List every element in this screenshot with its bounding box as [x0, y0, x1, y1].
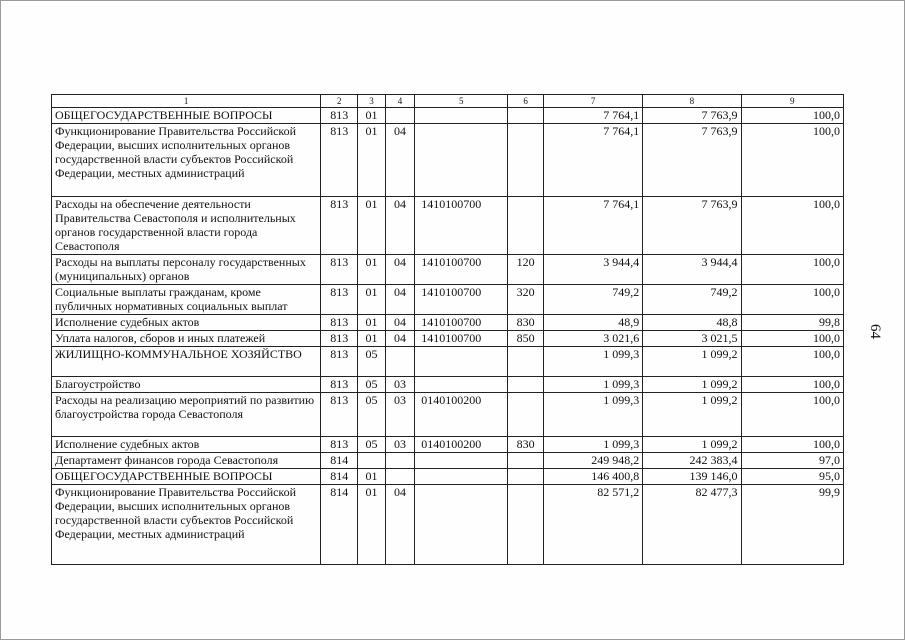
- code-subsection-cell: 04: [385, 197, 415, 255]
- code-expense-type-cell: [508, 108, 544, 124]
- code-subsection-cell: 04: [385, 124, 415, 197]
- header-cell: 8: [643, 95, 741, 108]
- header-cell: 2: [321, 95, 358, 108]
- actual-amount-cell: 1 099,2: [643, 347, 741, 377]
- code-article-cell: 1410100700: [415, 331, 508, 347]
- actual-amount-cell: 3 944,4: [643, 255, 741, 285]
- code-expense-type-cell: [508, 197, 544, 255]
- row-name-cell: ОБЩЕГОСУДАРСТВЕННЫЕ ВОПРОСЫ: [52, 469, 321, 485]
- table-row: [52, 437, 844, 453]
- percent-cell: 100,0: [741, 108, 844, 124]
- planned-amount-cell: 82 571,2: [544, 485, 643, 565]
- actual-amount-cell: 7 763,9: [643, 108, 741, 124]
- planned-amount-cell: 3 944,4: [544, 255, 643, 285]
- code-section-cell: 01: [358, 469, 385, 485]
- code-article-cell: [415, 469, 508, 485]
- actual-amount-cell: 1 099,2: [643, 437, 741, 453]
- code-subsection-cell: [385, 108, 415, 124]
- actual-amount-cell: 139 146,0: [643, 469, 741, 485]
- code-chapter-cell: 813: [321, 315, 358, 331]
- actual-amount-cell: 3 021,5: [643, 331, 741, 347]
- code-article-cell: [415, 347, 508, 377]
- percent-cell: 100,0: [741, 285, 844, 315]
- percent-cell: 97,0: [741, 453, 844, 469]
- planned-amount-cell: 1 099,3: [544, 347, 643, 377]
- planned-amount-cell: 249 948,2: [544, 453, 643, 469]
- code-chapter-cell: 813: [321, 255, 358, 285]
- table-row: [52, 285, 844, 315]
- code-chapter-cell: 813: [321, 347, 358, 377]
- actual-amount-cell: 7 763,9: [643, 124, 741, 197]
- code-expense-type-cell: 320: [508, 285, 544, 315]
- header-cell: 5: [415, 95, 508, 108]
- code-expense-type-cell: [508, 469, 544, 485]
- code-section-cell: 01: [358, 331, 385, 347]
- code-section-cell: 01: [358, 197, 385, 255]
- code-article-cell: 1410100700: [415, 197, 508, 255]
- code-expense-type-cell: 120: [508, 255, 544, 285]
- percent-cell: 100,0: [741, 255, 844, 285]
- code-chapter-cell: 813: [321, 393, 358, 437]
- code-chapter-cell: 813: [321, 377, 358, 393]
- table-row: [52, 453, 844, 469]
- actual-amount-cell: 82 477,3: [643, 485, 741, 565]
- code-section-cell: 05: [358, 393, 385, 437]
- code-chapter-cell: 814: [321, 485, 358, 565]
- code-chapter-cell: 813: [321, 108, 358, 124]
- row-name-cell: ЖИЛИЩНО-КОММУНАЛЬНОЕ ХОЗЯЙСТВО: [52, 347, 321, 377]
- planned-amount-cell: 7 764,1: [544, 108, 643, 124]
- header-cell: 4: [385, 95, 415, 108]
- code-subsection-cell: 03: [385, 437, 415, 453]
- code-chapter-cell: 813: [321, 124, 358, 197]
- code-chapter-cell: 813: [321, 197, 358, 255]
- actual-amount-cell: 242 383,4: [643, 453, 741, 469]
- code-expense-type-cell: [508, 347, 544, 377]
- planned-amount-cell: 1 099,3: [544, 437, 643, 453]
- code-expense-type-cell: [508, 377, 544, 393]
- code-article-cell: [415, 485, 508, 565]
- percent-cell: 99,9: [741, 485, 844, 565]
- row-name-cell: Уплата налогов, сборов и иных платежей: [52, 331, 321, 347]
- actual-amount-cell: 749,2: [643, 285, 741, 315]
- code-subsection-cell: 04: [385, 485, 415, 565]
- code-section-cell: 05: [358, 437, 385, 453]
- table-row: [52, 124, 844, 197]
- code-chapter-cell: 813: [321, 331, 358, 347]
- code-article-cell: [415, 108, 508, 124]
- header-cell: 3: [358, 95, 385, 108]
- code-expense-type-cell: [508, 485, 544, 565]
- code-subsection-cell: 04: [385, 255, 415, 285]
- row-name-cell: Социальные выплаты гражданам, кроме публичных нормативных социальных выплат: [52, 285, 321, 315]
- code-article-cell: [415, 377, 508, 393]
- planned-amount-cell: 146 400,8: [544, 469, 643, 485]
- code-article-cell: 1410100700: [415, 285, 508, 315]
- code-section-cell: [358, 453, 385, 469]
- planned-amount-cell: 48,9: [544, 315, 643, 331]
- row-name-cell: Расходы на реализацию мероприятий по развитию благоустройства города Севастополя: [52, 393, 321, 437]
- percent-cell: 100,0: [741, 124, 844, 197]
- header-cell: 6: [508, 95, 544, 108]
- code-expense-type-cell: 830: [508, 315, 544, 331]
- code-subsection-cell: [385, 469, 415, 485]
- code-subsection-cell: 04: [385, 331, 415, 347]
- code-subsection-cell: 04: [385, 315, 415, 331]
- table-row: [52, 469, 844, 485]
- header-cell: 1: [52, 95, 321, 108]
- row-name-cell: Департамент финансов города Севастополя: [52, 453, 321, 469]
- code-section-cell: 01: [358, 485, 385, 565]
- code-subsection-cell: [385, 347, 415, 377]
- table-row: [52, 347, 844, 377]
- table-row: [52, 377, 844, 393]
- code-article-cell: 0140100200: [415, 393, 508, 437]
- table-row: [52, 393, 844, 437]
- percent-cell: 100,0: [741, 377, 844, 393]
- row-name-cell: Функционирование Правительства Российской Федерации, высших исполнительных органов государственной власти субъектов Российской Федерации, местных администраций: [52, 485, 321, 565]
- code-chapter-cell: 813: [321, 285, 358, 315]
- code-section-cell: 01: [358, 315, 385, 331]
- percent-cell: 100,0: [741, 393, 844, 437]
- code-expense-type-cell: [508, 453, 544, 469]
- row-name-cell: Функционирование Правительства Российской Федерации, высших исполнительных органов государственной власти субъектов Российской Федерации, местных администраций: [52, 124, 321, 197]
- planned-amount-cell: 7 764,1: [544, 124, 643, 197]
- table-row: [52, 485, 844, 565]
- table-row: [52, 331, 844, 347]
- percent-cell: 100,0: [741, 347, 844, 377]
- planned-amount-cell: 3 021,6: [544, 331, 643, 347]
- code-expense-type-cell: 830: [508, 437, 544, 453]
- table-row: [52, 108, 844, 124]
- row-name-cell: Расходы на выплаты персоналу государственных (муниципальных) органов: [52, 255, 321, 285]
- page-number: 64: [867, 324, 883, 339]
- actual-amount-cell: 1 099,2: [643, 393, 741, 437]
- percent-cell: 99,8: [741, 315, 844, 331]
- code-article-cell: 1410100700: [415, 255, 508, 285]
- planned-amount-cell: 1 099,3: [544, 377, 643, 393]
- table-row: [52, 315, 844, 331]
- code-expense-type-cell: 850: [508, 331, 544, 347]
- actual-amount-cell: 1 099,2: [643, 377, 741, 393]
- code-article-cell: [415, 453, 508, 469]
- row-name-cell: Исполнение судебных актов: [52, 437, 321, 453]
- percent-cell: 95,0: [741, 469, 844, 485]
- planned-amount-cell: 1 099,3: [544, 393, 643, 437]
- budget-table: [51, 94, 844, 565]
- code-expense-type-cell: [508, 124, 544, 197]
- code-section-cell: 01: [358, 124, 385, 197]
- planned-amount-cell: 749,2: [544, 285, 643, 315]
- code-chapter-cell: 814: [321, 453, 358, 469]
- code-section-cell: 01: [358, 255, 385, 285]
- code-article-cell: 1410100700: [415, 315, 508, 331]
- row-name-cell: ОБЩЕГОСУДАРСТВЕННЫЕ ВОПРОСЫ: [52, 108, 321, 124]
- percent-cell: 100,0: [741, 437, 844, 453]
- header-cell: 7: [544, 95, 643, 108]
- code-subsection-cell: 04: [385, 285, 415, 315]
- header-cell: 9: [741, 95, 844, 108]
- code-subsection-cell: 03: [385, 393, 415, 437]
- row-name-cell: Исполнение судебных актов: [52, 315, 321, 331]
- percent-cell: 100,0: [741, 197, 844, 255]
- percent-cell: 100,0: [741, 331, 844, 347]
- code-expense-type-cell: [508, 393, 544, 437]
- code-article-cell: 0140100200: [415, 437, 508, 453]
- actual-amount-cell: 7 763,9: [643, 197, 741, 255]
- code-section-cell: 05: [358, 347, 385, 377]
- code-chapter-cell: 813: [321, 437, 358, 453]
- row-name-cell: Благоустройство: [52, 377, 321, 393]
- table-body: [52, 95, 844, 565]
- code-section-cell: 01: [358, 285, 385, 315]
- table-row: [52, 197, 844, 255]
- code-article-cell: [415, 124, 508, 197]
- code-subsection-cell: [385, 453, 415, 469]
- code-chapter-cell: 814: [321, 469, 358, 485]
- code-section-cell: 01: [358, 108, 385, 124]
- planned-amount-cell: 7 764,1: [544, 197, 643, 255]
- row-name-cell: Расходы на обеспечение деятельности Правительства Севастополя и исполнительных органов государственной власти города Севастополя: [52, 197, 321, 255]
- actual-amount-cell: 48,8: [643, 315, 741, 331]
- code-subsection-cell: 03: [385, 377, 415, 393]
- table-header-row: [52, 95, 844, 108]
- table-row: [52, 255, 844, 285]
- code-section-cell: 05: [358, 377, 385, 393]
